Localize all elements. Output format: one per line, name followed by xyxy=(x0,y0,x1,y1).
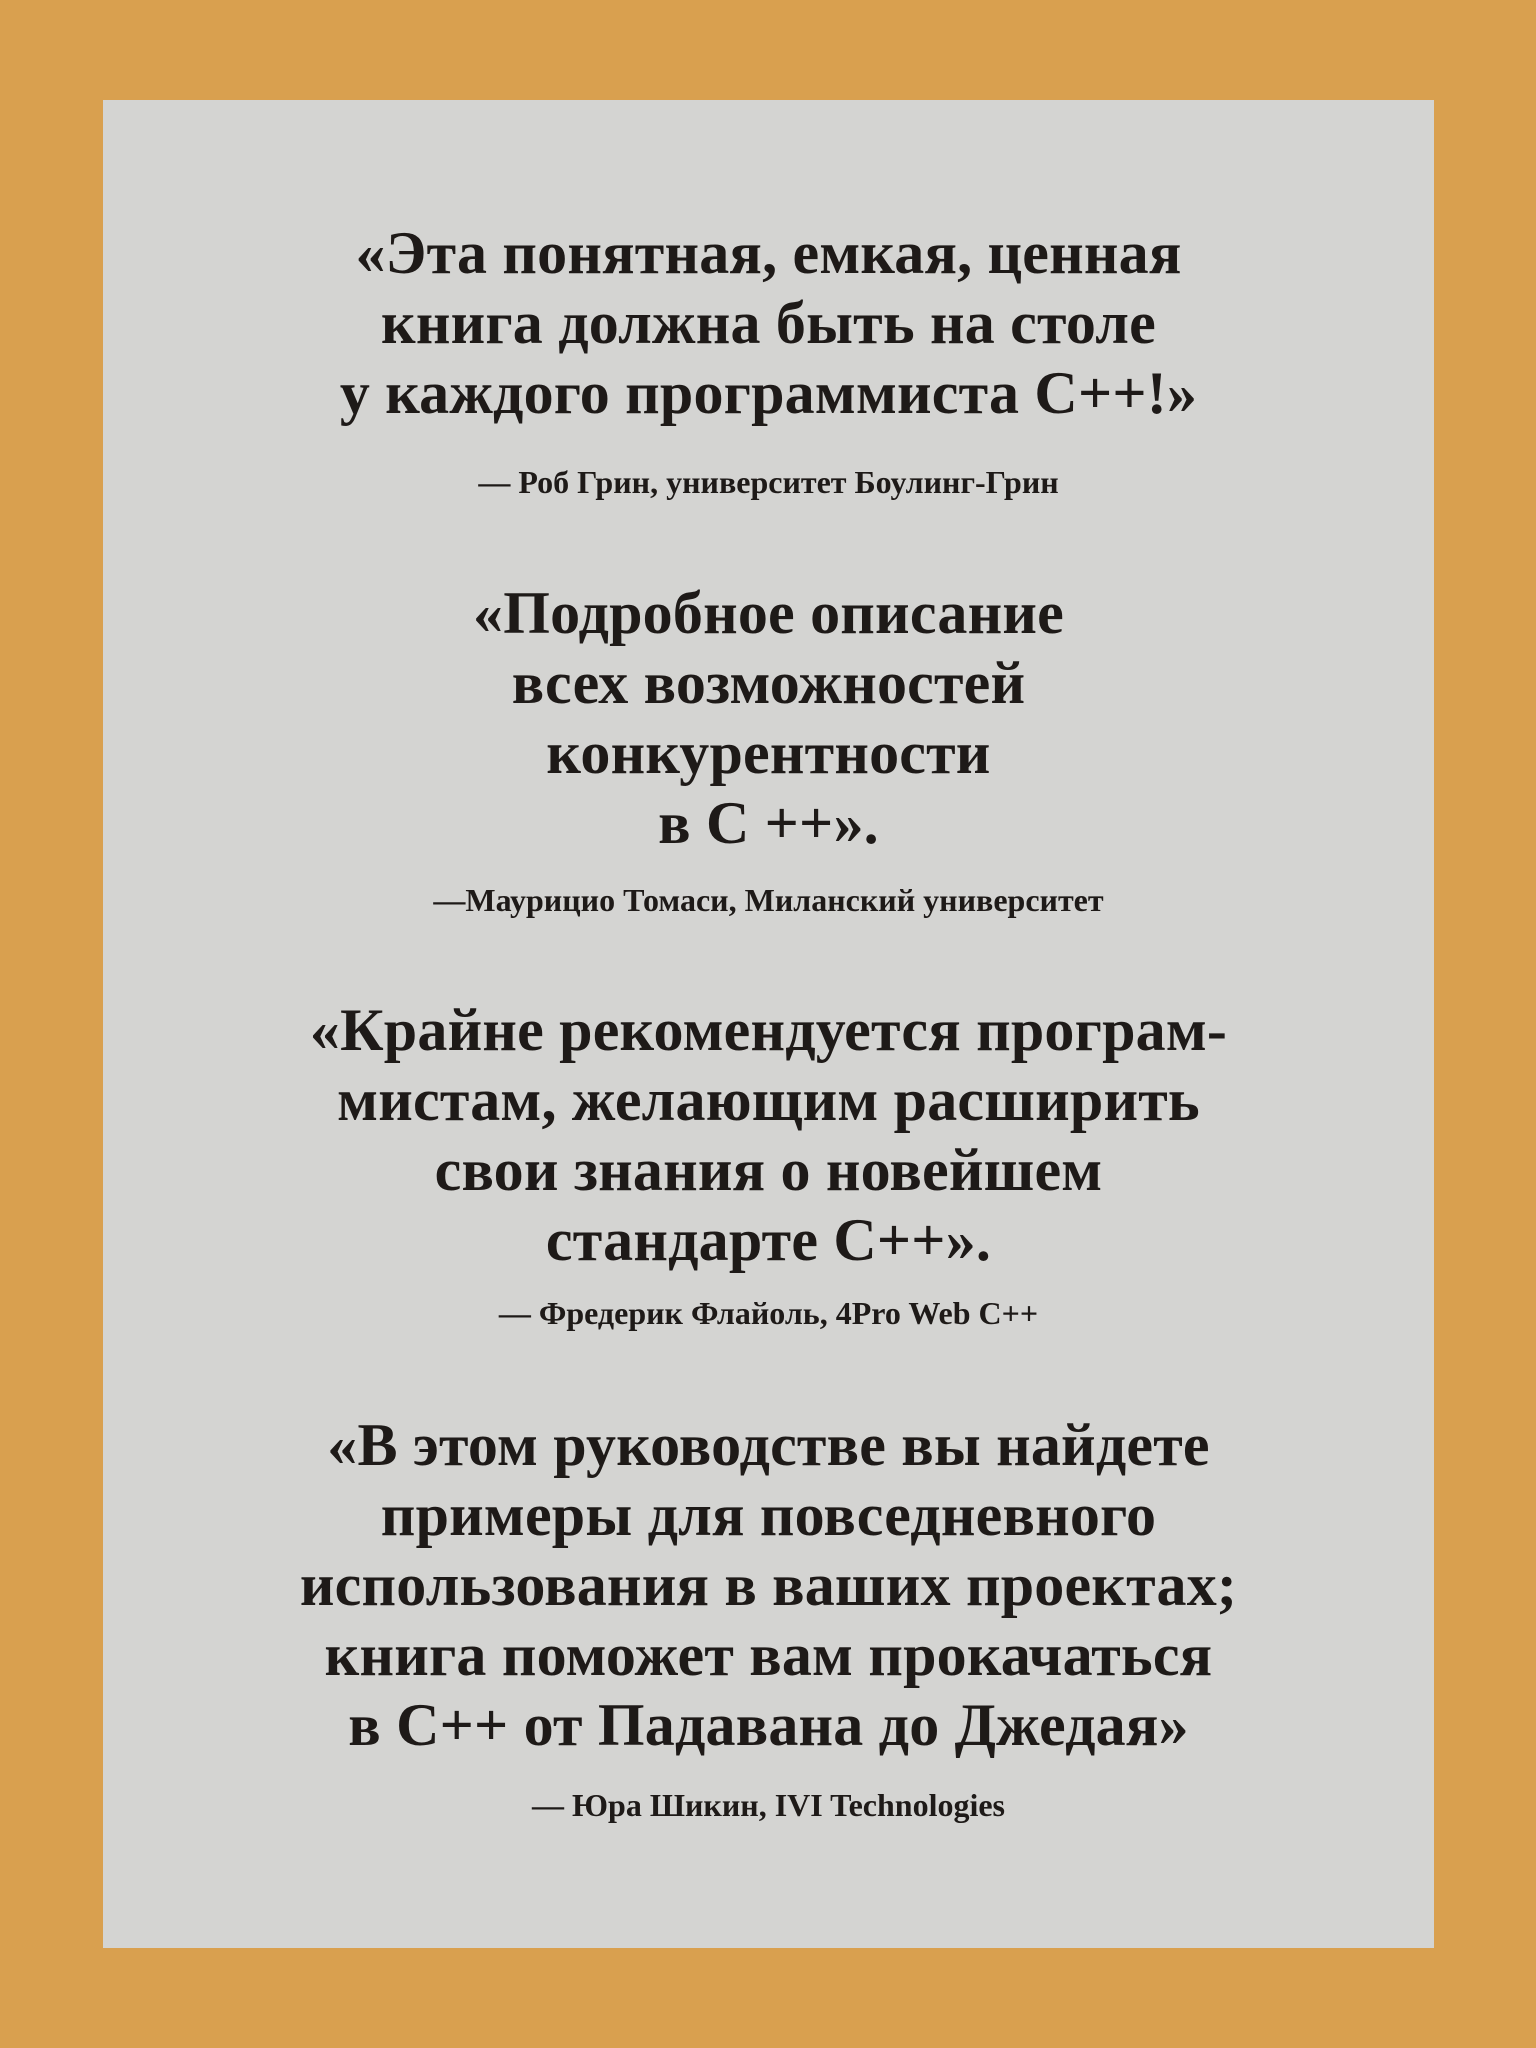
quote-1-author: — Роб Грин, университет Боулинг-Грин xyxy=(478,464,1059,500)
quote-4-line-1: «В этом руководстве вы найдете xyxy=(327,1412,1210,1478)
quote-4-line-4: книга поможет вам прокачаться xyxy=(324,1622,1213,1688)
quote-3-line-3: свои знания о новейшем xyxy=(434,1137,1103,1203)
quote-4-line-5: в C++ от Падавана до Джедая» xyxy=(348,1692,1189,1758)
quote-1-line-2: книга должна быть на столе xyxy=(381,290,1156,356)
quote-4-line-2: примеры для повседневного xyxy=(380,1482,1157,1548)
quote-2-line-4: в C ++». xyxy=(658,790,879,856)
quote-3-line-1: «Крайне рекомендуется програм- xyxy=(309,997,1228,1063)
quote-2-line-1: «Подробное описание xyxy=(473,580,1064,646)
quote-4-line-3: использования в ваших проектах; xyxy=(299,1552,1238,1618)
quote-2-line-3: конкурентности xyxy=(546,720,991,786)
quote-2-line-2: всех возможностей xyxy=(511,650,1026,716)
quote-3-line-4: стандарте C++». xyxy=(545,1207,992,1273)
quote-3-author: — Фредерик Флайоль, 4Pro Web C++ xyxy=(498,1295,1039,1331)
quotes-panel xyxy=(103,100,1434,1948)
quote-1-line-3: у каждого программиста C++!» xyxy=(339,360,1198,426)
quote-1-line-1: «Эта понятная, емкая, ценная xyxy=(355,220,1182,286)
quote-3-line-2: мистам, желающим расширить xyxy=(337,1067,1200,1133)
quote-2-author: —Маурицио Томаси, Миланский университет xyxy=(433,882,1104,918)
quote-4-author: — Юра Шикин, IVI Technologies xyxy=(532,1787,1005,1823)
